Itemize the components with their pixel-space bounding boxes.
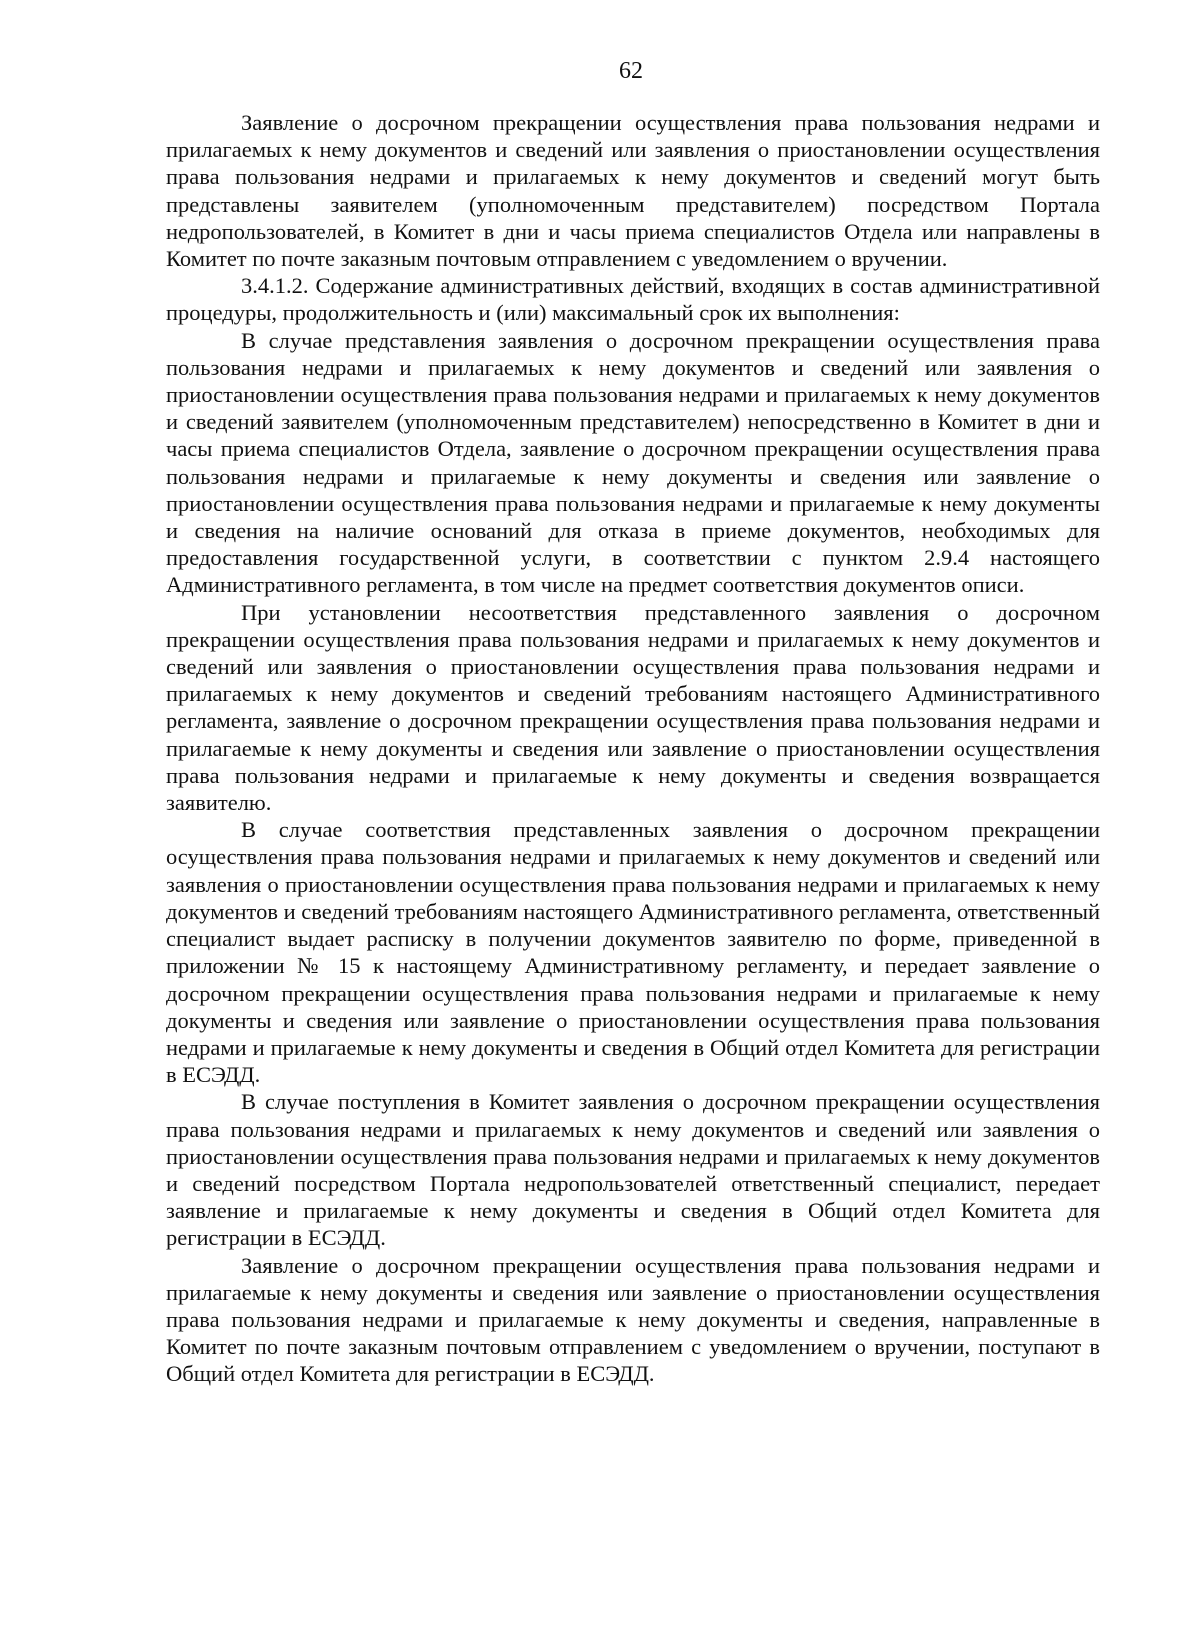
paragraph-nonconformity: При установлении несоответствия представленного заявления о досрочном прекращении осуществления права пользования недрами и прилагаемых к нему документов и сведений или заявления о приостановлении осуществления права пользования недрами и прилагаемых к нему документов и сведений требованиям настоящего Административного регламента, заявление о досрочном прекращении осуществления права пользования недрами и прилагаемые к нему документы и сведения или заявление о приостановлении осуществления права пользования недрами и прилагаемые к нему документы и сведения возвращается заявителю. — [166, 599, 1100, 816]
paragraph-submission-methods: Заявление о досрочном прекращении осуществления права пользования недрами и прилагаемых к нему документов и сведений или заявления о приостановлении осуществления права пользования недрами и прилагаемых к нему документов и сведений могут быть представлены заявителем (уполномоченным представителем) посредством Портала недропользователей, в Комитет в дни и часы приема специалистов Отдела или направлены в Комитет по почте заказным почтовым отправлением с уведомлением о вручении. — [166, 110, 1100, 272]
paragraph-in-person-submission: В случае представления заявления о досрочном прекращении осуществления права пользования недрами и прилагаемых к нему документов и сведений или заявления о приостановлении осуществления права пользования недрами и прилагаемых к нему документов и сведений заявителем (уполномоченным представителем) непосредственно в Комитет в дни и часы приема специалистов Отдела, заявление о досрочном прекращении осуществления права пользования недрами и прилагаемые к нему документы и сведения или заявление о приостановлении осуществления права пользования недрами и прилагаемые к нему документы и сведения на наличие оснований для отказа в приеме документов, необходимых для предоставления государственной услуги, в соответствии с пунктом 2.9.4 настоящего Административного регламента, в том числе на предмет соответствия документов описи. — [166, 327, 1100, 598]
paragraph-postal-submission: Заявление о досрочном прекращении осуществления права пользования недрами и прилагаемые к нему документы и сведения или заявление о приостановлении осуществления права пользования недрами и прилагаемые к нему документы и сведения, направленные в Комитет по почте заказным почтовым отправлением с уведомлением о вручении, поступают в Общий отдел Комитета для регистрации в ЕСЭДД. — [166, 1252, 1100, 1387]
page-number: 62 — [619, 58, 643, 84]
paragraph-portal-submission: В случае поступления в Комитет заявления о досрочном прекращении осуществления права пользования недрами и прилагаемых к нему документов и сведений или заявления о приостановлении осуществления права пользования недрами и прилагаемых к нему документов и сведений посредством Портала недропользователей ответственный специалист, передает заявление и прилагаемые к нему документы и сведения в Общий отдел Комитета для регистрации в ЕСЭДД. — [166, 1089, 1100, 1251]
paragraph-section-3-4-1-2: 3.4.1.2. Содержание административных действий, входящих в состав административной процедуры, продолжительность и (или) максимальный срок их выполнения: — [166, 273, 1100, 326]
document-body — [166, 109, 1100, 1388]
paragraph-conformity-receipt: В случае соответствия представленных заявления о досрочном прекращении осуществления права пользования недрами и прилагаемых к нему документов и сведений или заявления о приостановлении осуществления права пользования недрами и прилагаемых к нему документов и сведений требованиям настоящего Административного регламента, ответственный специалист выдает расписку в получении документов заявителю по форме, приведенной в приложении № 15 к настоящему Административному регламенту, и передает заявление о досрочном прекращении осуществления права пользования недрами и прилагаемые к нему документы и сведения или заявление о приостановлении осуществления права пользования недрами и прилагаемые к нему документы и сведения в Общий отдел Комитета для регистрации в ЕСЭДД. — [166, 817, 1101, 1088]
